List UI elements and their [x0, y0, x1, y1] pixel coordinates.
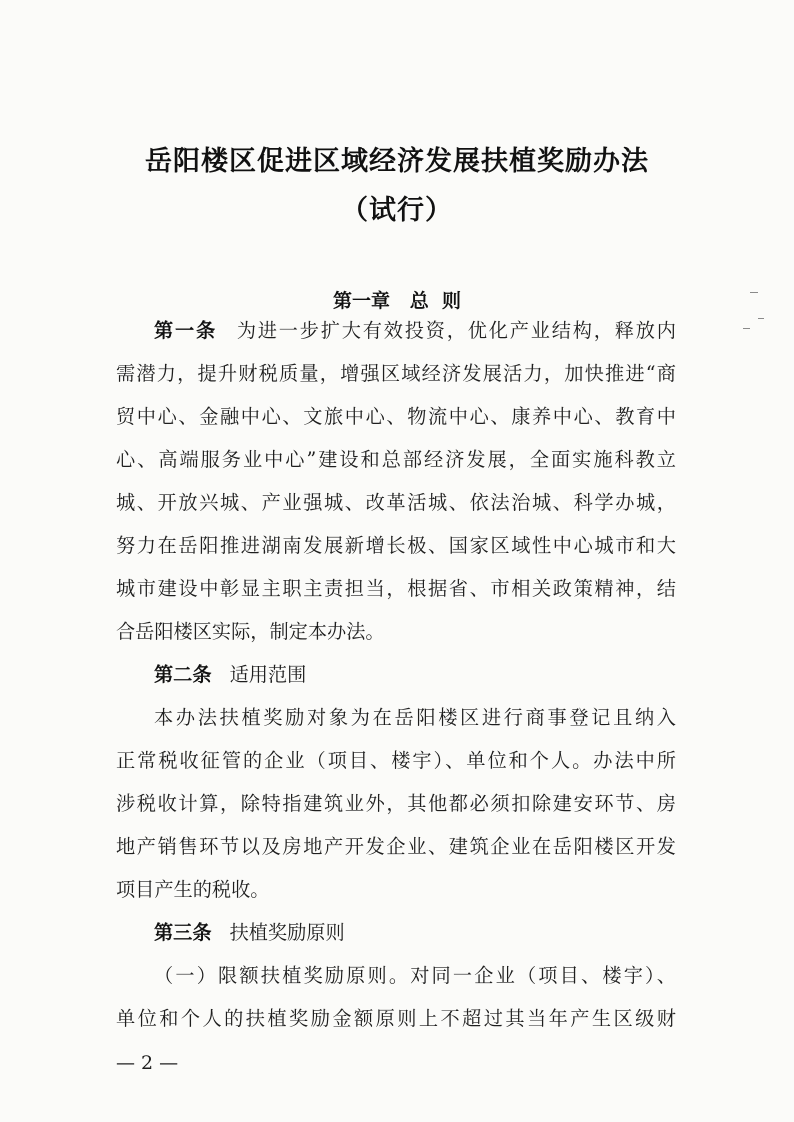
article2-line-5: 项目产生的税收。: [116, 878, 270, 901]
article3-heading: 第三条: [154, 921, 212, 944]
chapter-heading: [0, 286, 794, 313]
article1-line-1: [116, 317, 676, 345]
article2-heading-line: [116, 661, 676, 689]
scan-mark: [758, 318, 764, 319]
article3-title: 扶植奖励原则: [229, 921, 345, 944]
article1-line-3: 贸中心、金融中心、文旅中心、物流中心、康养中心、教育中: [116, 405, 676, 428]
page-number: — 2 —: [116, 1052, 179, 1074]
article1-line-8: 合岳阳楼区实际，制定本办法。: [116, 620, 385, 643]
article3-line-1: （一）限额扶植奖励原则。对同一企业（项目、楼宇）、: [154, 964, 676, 987]
article1-line-7: 城市建设中彰显主职主责担当，根据省、市相关政策精神，结: [116, 577, 676, 600]
article1-heading: 第一条: [154, 319, 217, 342]
article1-text: 为进一步扩大有效投资，优化产业结构，释放内: [235, 319, 676, 342]
article2-title: 适用范围: [229, 663, 307, 686]
article1-line-2: 需潜力，提升财税质量，增强区域经济发展活力，加快推进“商: [116, 362, 676, 385]
article1-line-4: 心、高端服务业中心”建设和总部经济发展，全面实施科教立: [116, 448, 676, 471]
document-subtitle: （试行）: [341, 195, 453, 226]
article2-line-1: 本办法扶植奖励对象为在岳阳楼区进行商事登记且纳入: [154, 706, 676, 729]
article1-line-6: 努力在岳阳推进湖南发展新增长极、国家区域性中心城市和大: [116, 534, 676, 557]
scan-mark: [750, 292, 758, 293]
article1-line-5: 城、开放兴城、产业强城、改革活城、依法治城、科学办城，: [116, 491, 676, 514]
chapter-heading-text: 第一章 总 则: [332, 290, 462, 312]
article2-line-4: 地产销售环节以及房地产开发企业、建筑企业在岳阳楼区开发: [116, 835, 676, 858]
article2-line-2: 正常税收征管的企业（项目、楼宇）、单位和个人。办法中所: [116, 749, 676, 772]
document-title: 岳阳楼区促进区域经济发展扶植奖励办法: [145, 146, 649, 177]
article3-heading-line: [116, 919, 676, 947]
article3-line-2: 单位和个人的扶植奖励金额原则上不超过其当年产生区级财: [116, 1007, 676, 1030]
article2-heading: 第二条: [154, 663, 212, 686]
scan-mark: [743, 328, 750, 329]
article2-line-3: 涉税收计算，除特指建筑业外，其他都必须扣除建安环节、房: [116, 792, 676, 815]
